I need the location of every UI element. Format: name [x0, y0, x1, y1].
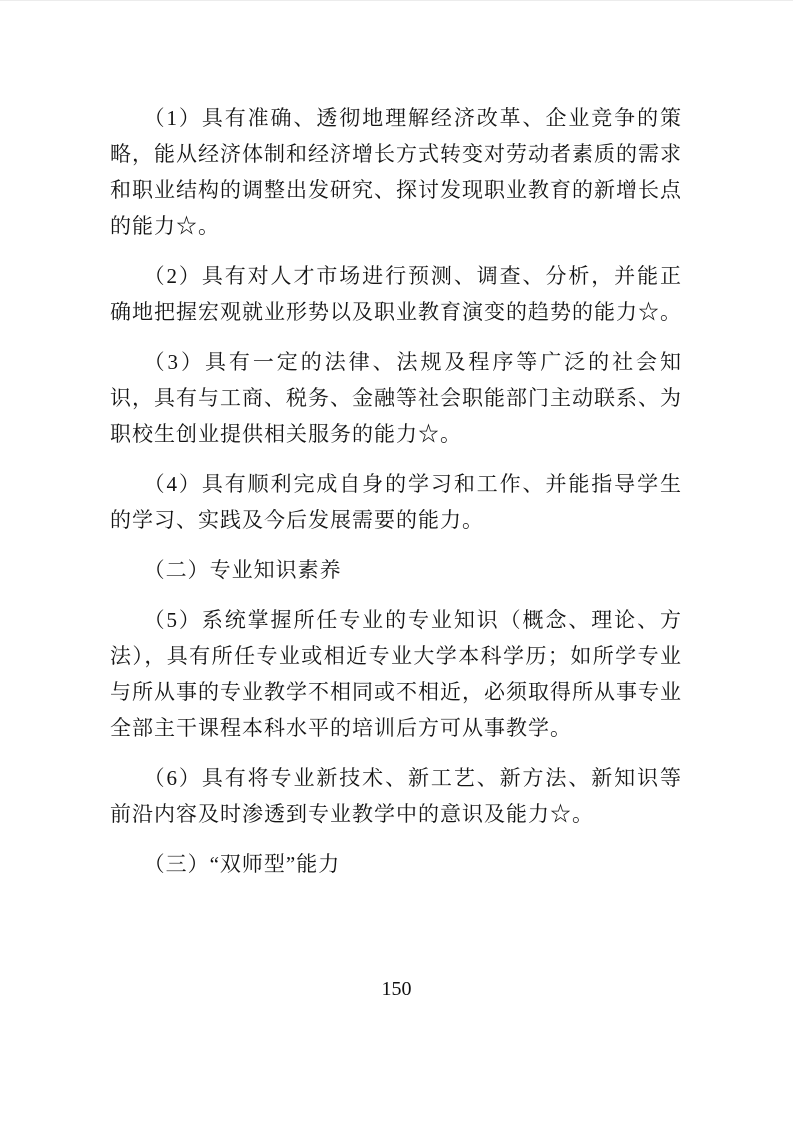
document-page — [0, 1, 793, 1123]
paragraph-item-5: （5）系统掌握所任专业的专业知识（概念、理论、方法），具有所任专业或相近专业大学本科学历；如所学专业与所从事的专业教学不相同或不相近，必须取得所从事专业全部主干课程本科水平的培训后方可从事教学。 — [110, 608, 682, 740]
paragraph-item-4: （4）具有顺利完成自身的学习和工作、并能指导学生的学习、实践及今后发展需要的能力。 — [110, 472, 682, 532]
paragraph-item-1: （1）具有准确、透彻地理解经济改革、企业竞争的策略，能从经济体制和经济增长方式转变对劳动者素质的需求和职业结构的调整出发研究、探讨发现职业教育的新增长点的能力☆。 — [110, 106, 682, 238]
paragraph-item-2: （2）具有对人才市场进行预测、调查、分析，并能正确地把握宏观就业形势以及职业教育演变的趋势的能力☆。 — [110, 264, 682, 324]
document-body-text — [0, 1, 682, 882]
section-heading-2: （二）专业知识素养 — [143, 558, 342, 582]
paragraph-item-3: （3）具有一定的法律、法规及程序等广泛的社会知识，具有与工商、税务、金融等社会职能部门主动联系、为职校生创业提供相关服务的能力☆。 — [110, 350, 682, 446]
paragraph-item-6: （6）具有将专业新技术、新工艺、新方法、新知识等前沿内容及时渗透到专业教学中的意识及能力☆。 — [110, 766, 682, 826]
page-number: 150 — [381, 978, 412, 1000]
section-heading-3: （三）“双师型”能力 — [143, 852, 341, 876]
